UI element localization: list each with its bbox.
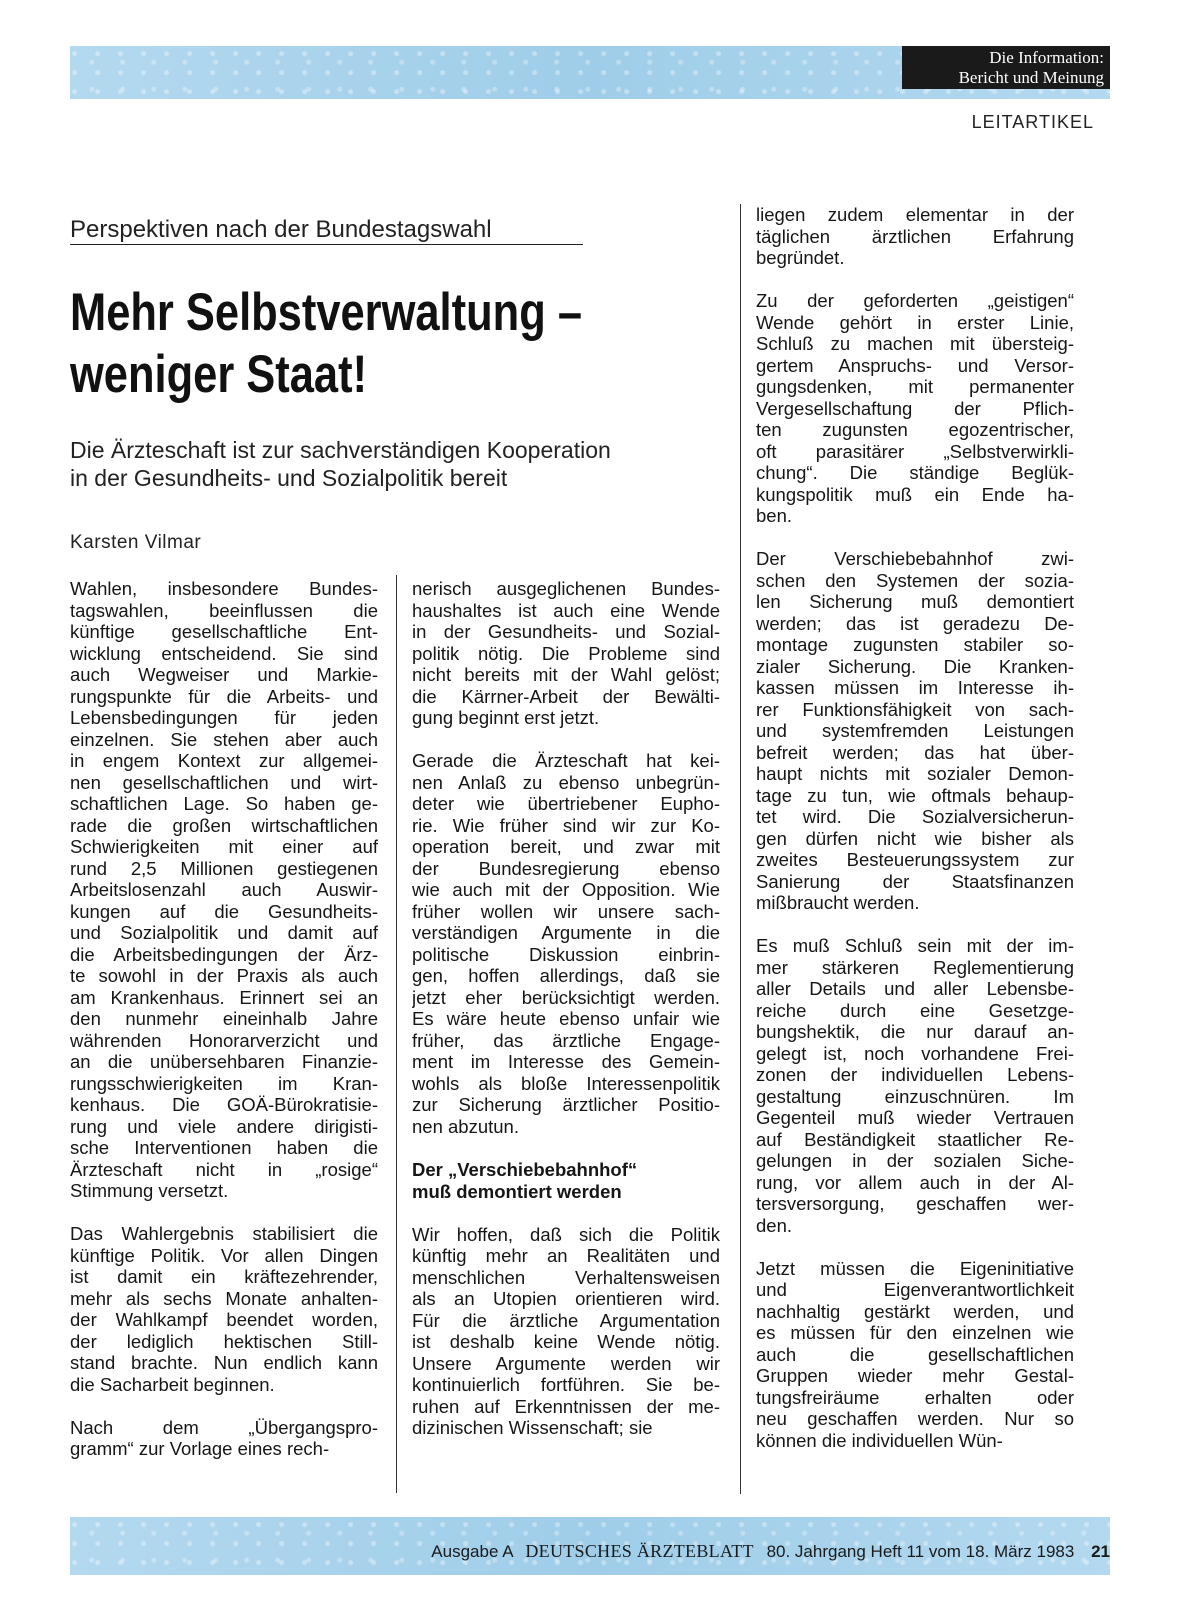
text-line: nen abzutun. <box>412 1115 519 1137</box>
text-line: befreit werden; das hat über- <box>756 741 1074 763</box>
text-line: die Sacharbeit beginnen. <box>70 1373 275 1395</box>
text-line: rung, vor allem auch in der Al- <box>756 1171 1074 1193</box>
article-author: Karsten Vilmar <box>70 532 202 553</box>
subtitle-line2: in der Gesundheits- und Sozialpolitik bereit <box>70 465 508 491</box>
text-line: rungspunkte für die Arbeits- und <box>70 685 378 707</box>
text-line: zur Sicherung ärztlicher Positio- <box>412 1094 720 1115</box>
text-line: begründet. <box>756 247 845 268</box>
text-line: früher wollen wir unsere sach- <box>412 900 720 922</box>
paragraph <box>756 204 1074 269</box>
text-line: und Eigenverantwortlichkeit <box>756 1279 1074 1300</box>
text-line: ist deshalb keine Wende nötig. <box>412 1331 720 1352</box>
text-line: sche Interventionen haben die <box>70 1137 378 1158</box>
section-label-line2: Bericht und Meinung <box>958 68 1104 87</box>
text-line: Für die ärztliche Argumentation <box>412 1309 720 1331</box>
text-line: verständigen Argumente in die <box>412 922 720 943</box>
text-line: Stimmung versetzt. <box>70 1180 229 1201</box>
text-line: Sanierung der Staatsfinanzen <box>756 870 1074 892</box>
text-line: gelegt ist, noch vorhandene Frei- <box>756 1042 1074 1064</box>
text-line: zialer Sicherung. Die Kranken- <box>756 655 1074 677</box>
text-line: zweites Besteuerungssystem zur <box>756 849 1074 870</box>
text-line: neu geschaffen werden. Nur so <box>756 1408 1074 1429</box>
article-headline <box>70 282 603 406</box>
subtitle-line1: Die Ärzteschaft ist zur sachverständigen Kooperation <box>70 437 611 463</box>
text-line: bungshektik, die nur darauf an- <box>756 1021 1074 1042</box>
text-line: te sowohl in der Praxis als auch <box>70 965 378 986</box>
text-line: als an Utopien orientieren wird. <box>412 1288 720 1309</box>
paragraph <box>70 578 378 1202</box>
paragraph <box>412 1224 720 1439</box>
text-line: nicht bereits mit der Wahl gelöst; <box>412 664 720 685</box>
text-line: gramm“ zur Vorlage eines rech- <box>70 1438 330 1459</box>
text-line: Es wäre heute ebenso unfair wie <box>412 1008 720 1029</box>
text-line: Das Wahlergebnis stabilisiert die <box>70 1223 378 1244</box>
text-line: können die individuellen Wün- <box>756 1429 1003 1451</box>
text-line: operation bereit, und zwar mit <box>412 836 720 857</box>
paragraph <box>756 935 1074 1236</box>
column-rule-2 <box>740 204 741 1494</box>
text-line: wohls als bloße Interessenpolitik <box>412 1072 720 1094</box>
text-line: Ärzteschaft nicht in „rosige“ <box>70 1158 378 1180</box>
text-line: Zu der geforderten „geistigen“ <box>756 290 1074 311</box>
footer-journal-title: DEUTSCHES ÄRZTEBLATT <box>525 1541 754 1561</box>
text-line: Vergesellschaftung der Pflich- <box>756 397 1074 419</box>
column-rule-1 <box>396 575 397 1493</box>
text-line: ruhen auf Erkenntnissen der me- <box>412 1395 720 1417</box>
text-line: und systemfremden Leistungen <box>756 720 1074 741</box>
text-line: in der Gesundheits- und Sozial- <box>412 621 720 642</box>
text-line: deter wie übertriebener Eupho- <box>412 793 720 814</box>
paragraph <box>70 1417 378 1460</box>
text-line: Arbeitslosenzahl auch Auswir- <box>70 879 378 900</box>
footer-issue: 80. Jahrgang Heft 11 vom 18. März 1983 <box>766 1542 1075 1561</box>
paragraph <box>70 1223 378 1395</box>
text-line: künftig mehr an Realitäten und <box>412 1245 720 1266</box>
text-line: politische Diskussion einbrin- <box>412 943 720 965</box>
text-line: jetzt eher berücksichtigt werden. <box>412 986 720 1008</box>
text-line: ten zugunsten egozentrischer, <box>756 419 1074 440</box>
text-line: ment im Interesse des Gemein- <box>412 1051 720 1072</box>
text-column-1 <box>70 578 378 1481</box>
paragraph <box>756 290 1074 527</box>
text-line: tersversorgung, geschaffen wer- <box>756 1193 1074 1214</box>
text-line: Gegenteil muß wieder Vertrauen <box>756 1107 1074 1128</box>
text-line: Unsere Argumente werden wir <box>412 1352 720 1374</box>
text-line: den. <box>756 1214 793 1236</box>
text-line: nen Anlaß zu ebenso unbegrün- <box>412 771 720 793</box>
text-line: täglichen ärztlichen Erfahrung <box>756 225 1074 247</box>
text-line: rie. Wie früher sind wir zur Ko- <box>412 814 720 836</box>
paragraph <box>412 750 720 1137</box>
text-line: haupt nichts mit sozialer Demon- <box>756 763 1074 784</box>
text-line: Wir hoffen, daß sich die Politik <box>412 1223 720 1245</box>
text-line: rade die großen wirtschaftlichen <box>70 814 378 836</box>
text-line: an die unübersehbaren Finanzie- <box>70 1051 378 1072</box>
text-line: währenden Honorarverzicht und <box>70 1029 378 1051</box>
text-line: einzelnen. Sie stehen aber auch <box>70 728 378 750</box>
text-line: Schluß zu machen mit übersteig- <box>756 333 1074 354</box>
text-line: reiche durch eine Gesetzge- <box>756 999 1074 1021</box>
text-line: kungspolitik muß ein Ende ha- <box>756 483 1074 505</box>
text-line: und Sozialpolitik und damit auf <box>70 922 378 943</box>
text-line: nachhaltig gestärkt werden, und <box>756 1300 1074 1322</box>
text-line: Der Verschiebebahnhof zwi- <box>756 548 1074 569</box>
text-line: kenhaus. Die GOÄ-Bürokratisie- <box>70 1094 378 1115</box>
text-line: schen den Systemen der sozia- <box>756 569 1074 591</box>
text-line: nerisch ausgeglichenen Bundes- <box>412 578 720 599</box>
text-line: gen dürfen nicht wie bisher als <box>756 827 1074 849</box>
text-line: in engem Kontext zur allgemei- <box>70 750 378 771</box>
text-line: kungen auf die Gesundheits- <box>70 900 378 922</box>
text-line: politik nötig. Die Probleme sind <box>412 642 720 664</box>
section-label-line1: Die Information: <box>989 48 1104 67</box>
text-line: menschlichen Verhaltensweisen <box>412 1266 720 1288</box>
text-line: mißbraucht werden. <box>756 892 920 913</box>
text-line: der lediglich hektischen Still- <box>70 1330 378 1352</box>
text-line: Wende gehört in erster Linie, <box>756 311 1074 333</box>
text-line: den nunmehr eineinhalb Jahre <box>70 1008 378 1029</box>
text-line: am Krankenhaus. Erinnert sei an <box>70 986 378 1008</box>
text-line: rund 2,5 Millionen gestiegenen <box>70 857 378 879</box>
text-line: ben. <box>756 505 793 526</box>
subhead-line: muß demontiert werden <box>412 1180 622 1202</box>
headline-line2: weniger Staat! <box>70 345 368 404</box>
article-rubric: Perspektiven nach der Bundestagswahl <box>70 216 583 245</box>
text-line: tagswahlen, beeinflussen die <box>70 599 378 621</box>
text-line: kassen müssen im Interesse ih- <box>756 677 1074 698</box>
text-line: wicklung entscheidend. Sie sind <box>70 642 378 664</box>
text-line: haushaltes ist auch eine Wende <box>412 599 720 621</box>
text-line: mer stärkeren Reglementierung <box>756 956 1074 978</box>
subhead-line: Der „Verschiebebahnhof“ <box>412 1158 638 1180</box>
page-footer <box>70 1541 1110 1562</box>
text-line: wie auch mit der Opposition. Wie <box>412 879 720 900</box>
text-line: früher, das ärztliche Engage- <box>412 1029 720 1051</box>
text-line: kontinuierlich fortführen. Sie be- <box>412 1374 720 1395</box>
text-line: nen gesellschaftlichen und wirt- <box>70 771 378 793</box>
text-line: schaftlichen Lage. So haben ge- <box>70 793 378 814</box>
text-line: mehr als sechs Monate anhalten- <box>70 1287 378 1309</box>
text-line: gelungen in der sozialen Siche- <box>756 1150 1074 1171</box>
text-line: auch Wegweiser und Markie- <box>70 664 378 685</box>
text-line: len Sicherung muß demontiert <box>756 591 1074 612</box>
text-line: tet wird. Die Sozialversicherun- <box>756 806 1074 827</box>
text-line: zonen der individuellen Lebens- <box>756 1064 1074 1085</box>
text-line: der Bundesregierung ebenso <box>412 857 720 879</box>
footer-edition: Ausgabe A <box>431 1542 513 1561</box>
text-line: gungsdenken, mit permanenter <box>756 376 1074 397</box>
text-line: dizinischen Wissenschaft; sie <box>412 1417 653 1438</box>
text-line: künftige Politik. Vor allen Dingen <box>70 1244 378 1266</box>
text-line: stand brachte. Nun endlich kann <box>70 1352 378 1373</box>
text-line: gestaltung einzuschnüren. Im <box>756 1085 1074 1107</box>
text-line: Schwierigkeiten mit einer auf <box>70 836 378 857</box>
text-line: tungsfreiräume erhalten oder <box>756 1386 1074 1408</box>
text-line: Jetzt müssen die Eigeninitiative <box>756 1257 1074 1279</box>
text-line: Gruppen wieder mehr Gestal- <box>756 1365 1074 1386</box>
headline-line1: Mehr Selbstverwaltung – <box>70 283 583 342</box>
text-line: liegen zudem elementar in der <box>756 204 1074 225</box>
article-category: LEITARTIKEL <box>971 112 1094 132</box>
text-line: tage zu tun, wie oftmals behaup- <box>756 784 1074 806</box>
text-line: Gerade die Ärzteschaft hat kei- <box>412 750 720 771</box>
paragraph <box>756 1258 1074 1452</box>
text-line: es müssen für den einzelnen wie <box>756 1322 1074 1343</box>
article-subtitle <box>70 436 710 492</box>
text-line: rer Funktionsfähigkeit von sach- <box>756 698 1074 720</box>
footer-page-number: 21 <box>1091 1542 1110 1561</box>
text-line: die Arbeitsbedingungen der Ärz- <box>70 943 378 965</box>
section-label-box <box>902 46 1110 89</box>
text-line: werden; das ist geradezu De- <box>756 612 1074 634</box>
text-line: künftige gesellschaftliche Ent- <box>70 621 378 642</box>
paragraph <box>756 548 1074 914</box>
text-line: rungsschwierigkeiten im Kran- <box>70 1072 378 1094</box>
text-line: oft parasitärer „Selbstverwirkli- <box>756 440 1074 462</box>
text-line: der Wahlkampf beendet worden, <box>70 1309 378 1330</box>
text-line: auf Beständigkeit staatlicher Re- <box>756 1128 1074 1150</box>
text-line: gung beginnt erst jetzt. <box>412 707 600 728</box>
text-line: aller Details und aller Lebensbe- <box>756 978 1074 999</box>
text-line: montage zugunsten stabiler so- <box>756 634 1074 655</box>
text-line: rung und viele andere dirigisti- <box>70 1115 378 1137</box>
text-line: chung“. Die ständige Beglük- <box>756 462 1074 483</box>
text-line: Nach dem „Übergangspro- <box>70 1416 378 1438</box>
text-column-2 <box>412 578 720 1460</box>
text-line: gen, hoffen allerdings, daß sie <box>412 965 720 986</box>
text-line: Es muß Schluß sein mit der im- <box>756 935 1074 956</box>
text-line: ist damit ein kräftezehrender, <box>70 1266 378 1287</box>
text-line: Wahlen, insbesondere Bundes- <box>70 578 378 599</box>
section-subhead <box>412 1159 720 1203</box>
text-line: gertem Anspruchs- und Versor- <box>756 354 1074 376</box>
text-line: auch die gesellschaftlichen <box>756 1343 1074 1365</box>
text-line: Lebensbedingungen für jeden <box>70 707 378 728</box>
text-line: die Kärrner-Arbeit der Bewälti- <box>412 685 720 707</box>
paragraph <box>412 578 720 729</box>
text-column-3 <box>756 204 1074 1473</box>
